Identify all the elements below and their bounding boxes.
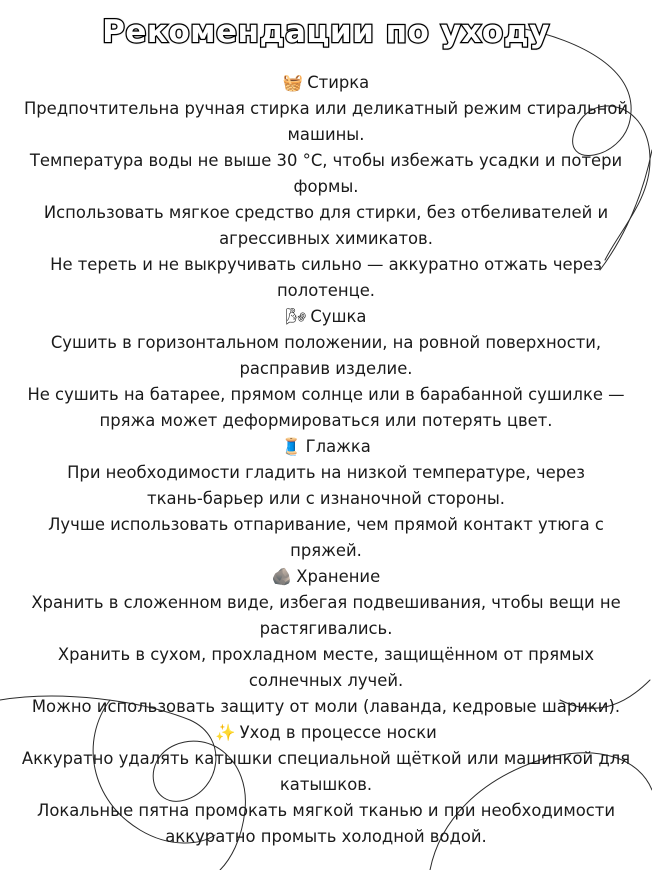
heading-text: Хранение [296, 567, 381, 586]
text-line: Сушить в горизонтальном положении, на ровной поверхности, [50, 333, 602, 352]
text-line: Температура воды не выше 30 °C, чтобы избежать усадки и потери [29, 151, 623, 170]
section-heading [0, 304, 652, 330]
rock-icon: 🪨 [271, 567, 293, 586]
text-line: Хранить в сложенном виде, избегая подвешивания, чтобы вещи не [31, 593, 621, 612]
section-wear-care [0, 720, 652, 850]
section-heading [0, 720, 652, 746]
wind-icon: 🌬 [285, 307, 307, 326]
section-storage [0, 564, 652, 720]
text-line: Не тереть и не выкручивать сильно — аккуратно отжать через [50, 255, 602, 274]
heading-text: Сушка [310, 307, 367, 326]
text-line: катышков. [279, 775, 373, 794]
text-line: полотенце. [276, 281, 376, 300]
text-line: Можно использовать защиту от моли (лаванда, кедровые шарики). [31, 697, 621, 716]
text-line: ткань-барьер или с изнаночной стороны. [147, 489, 505, 508]
text-line: Использовать мягкое средство для стирки, без отбеливателей и [43, 203, 609, 222]
heading-text: Глажка [305, 437, 371, 456]
text-line: формы. [293, 177, 359, 196]
text-line: пряжей. [290, 541, 362, 560]
text-line: Хранить в сухом, прохладном месте, защищённом от прямых [57, 645, 595, 664]
care-instructions [0, 70, 652, 850]
text-line: Локальные пятна промокать мягкой тканью и при необходимости [37, 801, 615, 820]
page-title: Рекомендации по уходу [102, 14, 550, 50]
text-line: Предпочтительна ручная стирка или деликатный режим стиральной [23, 99, 629, 118]
heading-text: Стирка [307, 73, 370, 92]
text-line: Лучше использовать отпаривание, чем прямой контакт утюга с [48, 515, 604, 534]
text-line: машины. [287, 125, 365, 144]
section-heading [0, 564, 652, 590]
thread-spool-icon: 🧵 [281, 437, 302, 456]
text-line: расправив изделие. [239, 359, 413, 378]
section-heading [0, 70, 652, 96]
heading-text: Уход в процессе носки [239, 723, 437, 742]
text-line: Аккуратно удалять катышки специальной щёткой или машинкой для [21, 749, 631, 768]
text-line: аккуратно промыть холодной водой. [165, 827, 487, 846]
section-washing [0, 70, 652, 304]
text-line: Не сушить на батарее, прямом солнце или в барабанной сушилке — [27, 385, 625, 404]
section-ironing [0, 434, 652, 564]
text-line: При необходимости гладить на низкой температуре, через [67, 463, 585, 482]
text-line: солнечных лучей. [248, 671, 404, 690]
section-drying [0, 304, 652, 434]
section-heading [0, 434, 652, 460]
text-line: пряжа может деформироваться или потерять цвет. [99, 411, 553, 430]
sparkles-icon: ✨ [215, 723, 236, 742]
text-line: агрессивных химикатов. [219, 229, 433, 248]
laundry-basket-icon: 🧺 [282, 73, 304, 92]
text-line: растягивались. [259, 619, 393, 638]
